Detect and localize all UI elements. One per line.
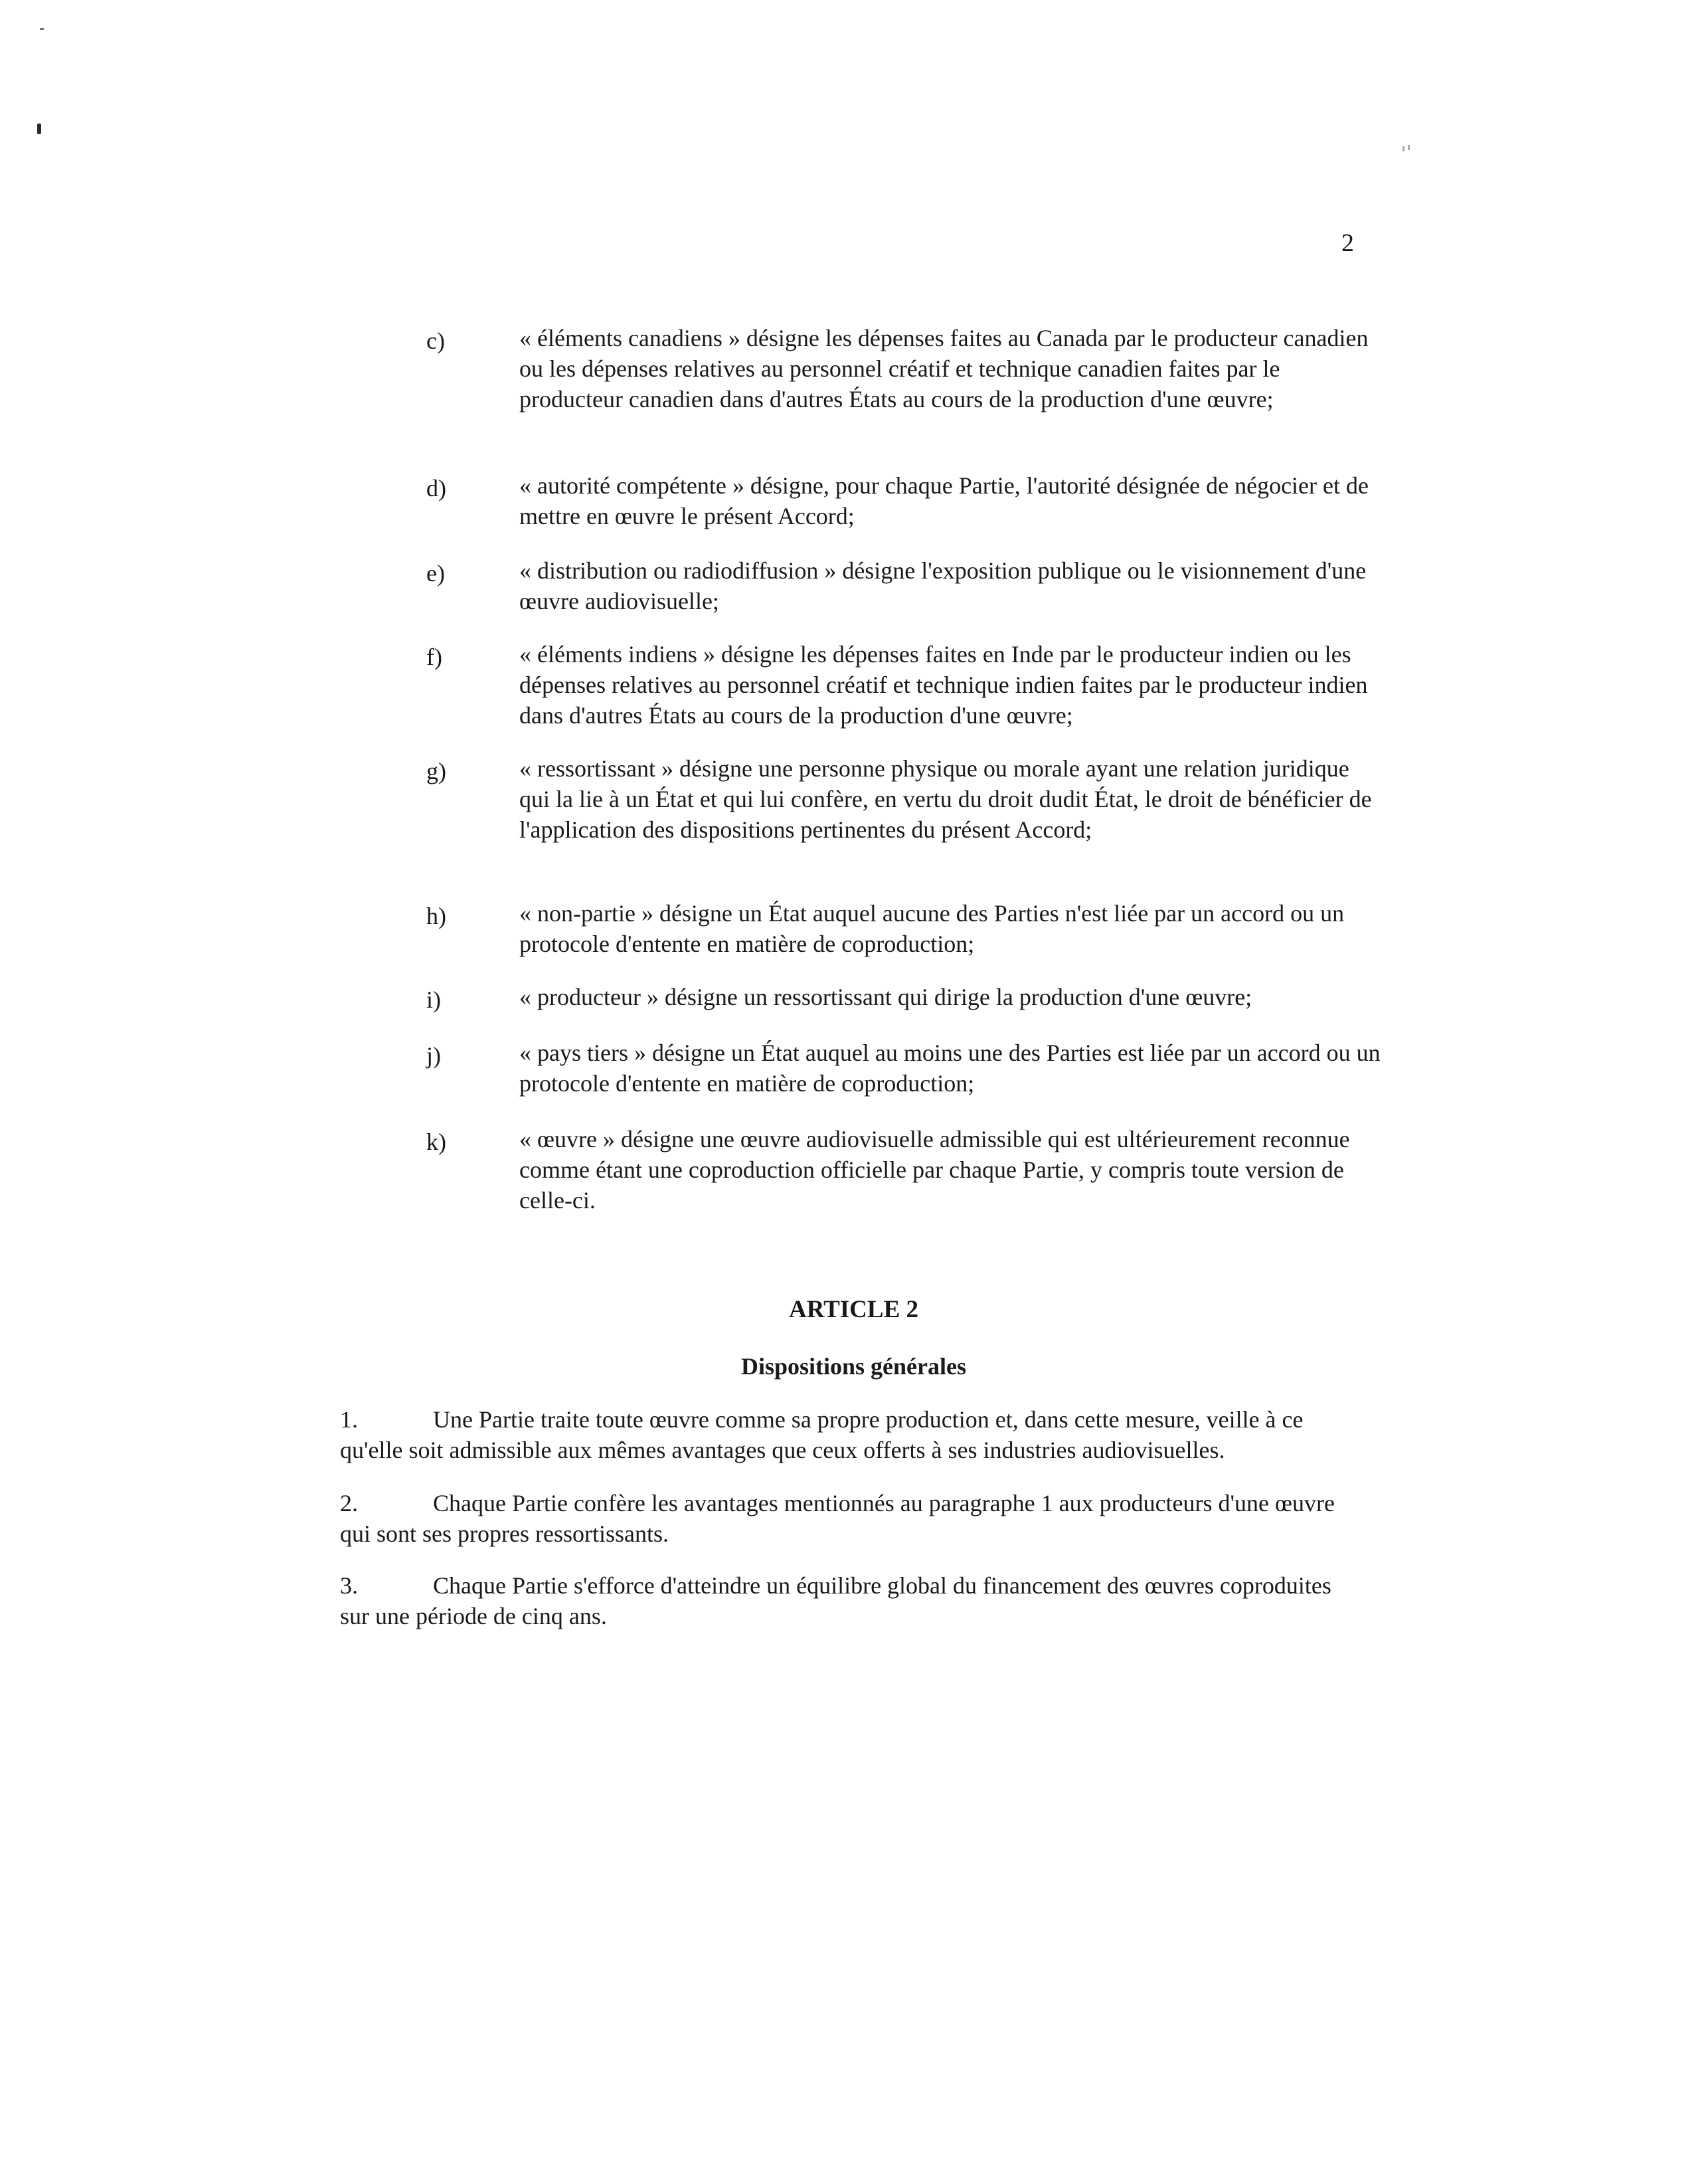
paragraph-text: Chaque Partie s'efforce d'atteindre un équilibre global du financement des œuvres coproduites sur une période de cinq ans.: [340, 1572, 1331, 1629]
scan-speck: [37, 124, 41, 134]
definition-label: j): [426, 1042, 441, 1069]
definition-label: i): [426, 986, 441, 1013]
paragraph-number: 2.: [340, 1490, 358, 1516]
definition-text: « distribution ou radiodiffusion » désigne l'exposition publique ou le visionnement d'une œuvre audiovisuelle;: [519, 557, 1367, 614]
scan-speck: [1408, 145, 1410, 150]
article-paragraph: [340, 1488, 1356, 1549]
paragraph-text: Chaque Partie confère les avantages mentionnés au paragraphe 1 aux producteurs d'une œuvre qui sont ses propres ressortissants.: [340, 1490, 1335, 1547]
definition-text: « autorité compétente » désigne, pour chaque Partie, l'autorité désignée de négocier et de mettre en œuvre le présent Accord;: [519, 472, 1369, 529]
definition-text: « éléments indiens » désigne les dépenses faites en Inde par le producteur indien ou les dépenses relatives au personnel créatif et technique indien faites par le producteur indien dans d'autres États au cours de la production d'une œuvre;: [519, 641, 1368, 729]
definition-text: « éléments canadiens » désigne les dépenses faites au Canada par le producteur canadien ou les dépenses relatives au personnel créatif et technique canadien faites par le producteur canadien dans d'autres États au cours de la production d'une œuvre;: [519, 325, 1369, 412]
definition-label: d): [426, 475, 446, 501]
definition-text: « ressortissant » désigne une personne physique ou morale ayant une relation juridique qui la lie à un État et qui lui confère, en vertu du droit dudit État, le droit de bénéficier de l'application des dispositions pertinentes du présent Accord;: [519, 755, 1372, 843]
article-heading: [0, 1295, 1694, 1324]
definition-label: e): [426, 560, 445, 587]
definition-text: « œuvre » désigne une œuvre audiovisuelle admissible qui est ultérieurement reconnue comme étant une coproduction officielle par chaque Partie, y compris toute version de celle-ci.: [519, 1126, 1350, 1214]
paragraph-text: Une Partie traite toute œuvre comme sa propre production et, dans cette mesure, veille à ce qu'elle soit admissible aux mêmes avantages que ceux offerts à ses industries audiovisuelles.: [340, 1406, 1304, 1463]
article-paragraph: [340, 1570, 1356, 1631]
scan-speck: [1402, 146, 1404, 151]
definition-label: h): [426, 903, 446, 929]
definition-label: f): [426, 644, 442, 670]
definition-label: c): [426, 327, 445, 354]
definition-text: « producteur » désigne un ressortissant qui dirige la production d'une œuvre;: [519, 984, 1252, 1010]
definition-label: g): [426, 758, 446, 784]
article-subheading-text: Dispositions générales: [740, 1353, 966, 1380]
scan-speck: [40, 28, 44, 30]
paragraph-number: 1.: [340, 1406, 358, 1433]
article-paragraph: [340, 1404, 1356, 1465]
paragraph-number: 3.: [340, 1572, 358, 1599]
definition-text: « pays tiers » désigne un État auquel au moins une des Parties est liée par un accord ou un protocole d'entente en matière de coproduction;: [519, 1040, 1381, 1097]
definition-label: k): [426, 1129, 446, 1155]
page-number: 2: [1341, 229, 1354, 257]
article-heading-text: ARTICLE 2: [788, 1296, 919, 1323]
article-subheading: [0, 1352, 1694, 1380]
definition-text: « non-partie » désigne un État auquel aucune des Parties n'est liée par un accord ou un protocole d'entente en matière de coproduction;: [519, 900, 1345, 957]
